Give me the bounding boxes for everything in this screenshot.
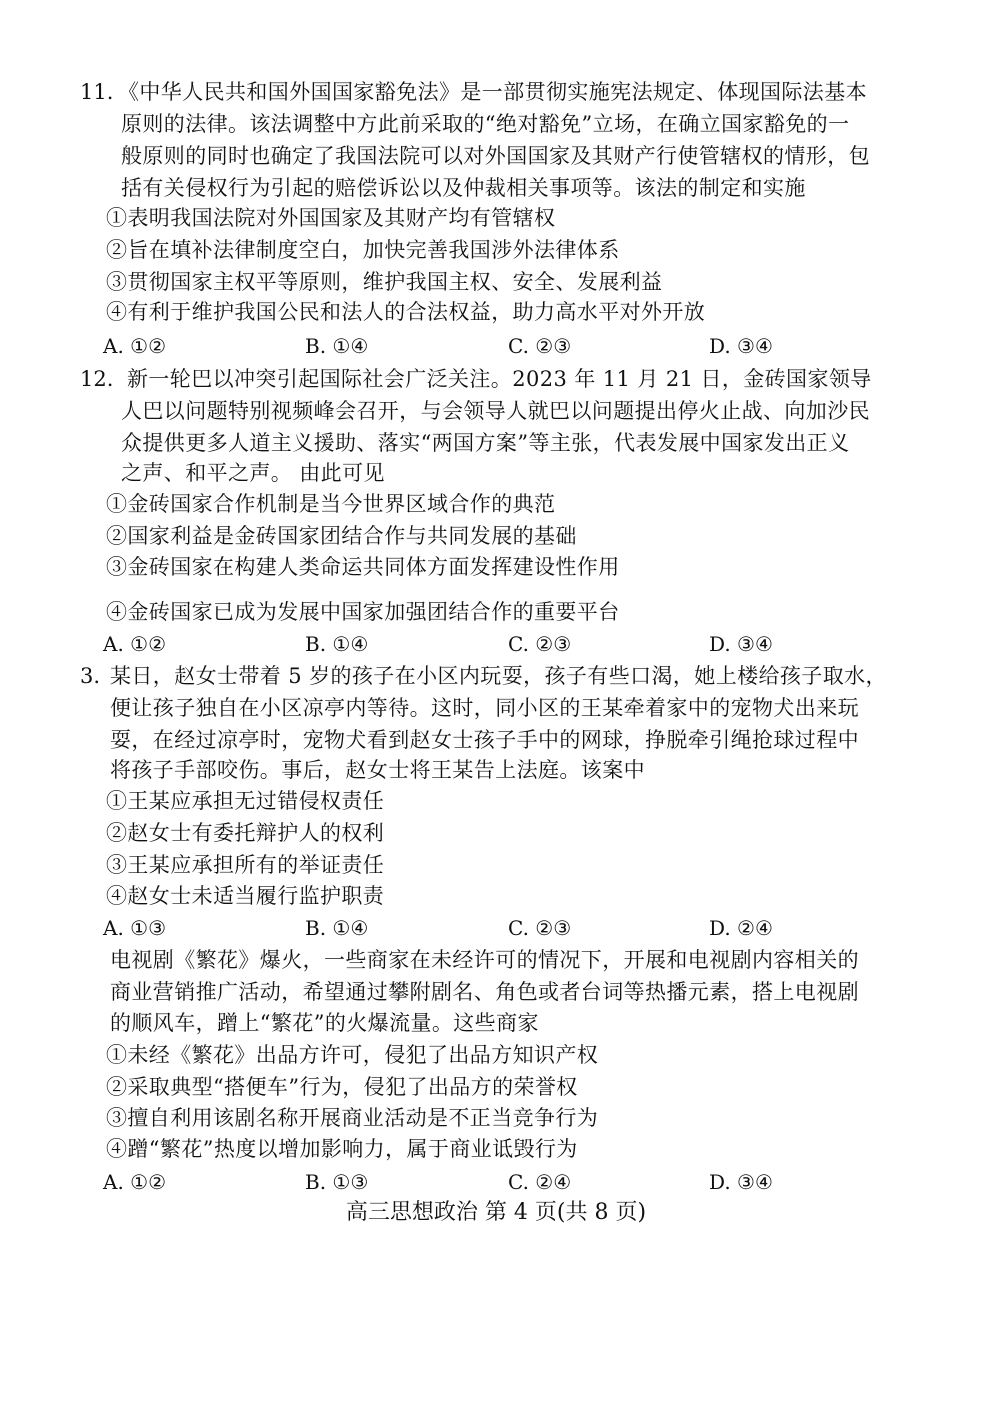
question-item: ④有利于维护我国公民和法人的合法权益，助力高水平对外开放 — [106, 300, 706, 324]
question-stem-line: 人巴以问题特别视频峰会召开，与会领导人就巴以问题提出停火止战、向加沙民 — [121, 399, 870, 423]
answer-option-d: D. ③④ — [709, 334, 773, 358]
question-item: ①王某应承担无过错侵权责任 — [106, 789, 385, 813]
question-stem-line: 众提供更多人道主义援助、落实“两国方案”等主张，代表发展中国家发出正义 — [121, 431, 850, 455]
question-stem-line: 新一轮巴以冲突引起国际社会广泛关注。2023 年 11 月 21 日，金砖国家领导 — [127, 367, 872, 391]
question-item: ③贯彻国家主权平等原则，维护我国主权、安全、发展利益 — [106, 270, 663, 294]
question-stem-line: 之声、和平之声。 由此可见 — [121, 461, 385, 485]
question-item: ①金砖国家合作机制是当今世界区域合作的典范 — [106, 492, 556, 516]
question-stem-line: 《中华人民共和国外国国家豁免法》是一部贯彻实施宪法规定、体现国际法基本 — [118, 80, 867, 104]
page-footer: 高三思想政治 第 4 页(共 8 页) — [345, 1200, 647, 1225]
question-item: ①表明我国法院对外国国家及其财产均有管辖权 — [106, 206, 556, 230]
question-item: ②赵女士有委托辩护人的权利 — [106, 821, 385, 845]
answer-option-c: C. ②④ — [508, 1170, 572, 1194]
question-item: ③王某应承担所有的举证责任 — [106, 853, 385, 877]
question-stem-line: 般原则的同时也确定了我国法院可以对外国国家及其财产行使管辖权的情形，包 — [121, 144, 870, 168]
answer-option-a: A. ①② — [103, 632, 167, 656]
question-stem-line: 某日，赵女士带着 5 岁的孩子在小区内玩耍，孩子有些口渴，她上楼给孩子取水， — [110, 664, 887, 688]
answer-option-c: C. ②③ — [508, 632, 572, 656]
question-stem-line: 电视剧《繁花》爆火，一些商家在未经许可的情况下，开展和电视剧内容相关的 — [110, 948, 859, 972]
question-item: ②采取典型“搭便车”行为，侵犯了出品方的荣誉权 — [106, 1075, 578, 1099]
question-stem-line: 便让孩子独自在小区凉亭内等待。这时，同小区的王某牵着家中的宠物犬出来玩 — [110, 696, 859, 720]
question-stem-line: 耍，在经过凉亭时，宠物犬看到赵女士孩子手中的网球，挣脱牵引绳抢球过程中 — [110, 728, 859, 752]
answer-option-d: D. ③④ — [709, 632, 773, 656]
question-stem-line: 将孩子手部咬伤。事后，赵女士将王某告上法庭。该案中 — [110, 758, 645, 782]
question-item: ③擅自利用该剧名称开展商业活动是不正当竞争行为 — [106, 1106, 599, 1130]
answer-option-b: B. ①④ — [305, 916, 369, 940]
question-item: ①未经《繁花》出品方许可，侵犯了出品方知识产权 — [106, 1043, 599, 1067]
question-stem-line: 商业营销推广活动，希望通过攀附剧名、角色或者台词等热播元素，搭上电视剧 — [110, 980, 859, 1004]
answer-option-c: C. ②③ — [508, 334, 572, 358]
question-stem-line: 括有关侵权行为引起的赔偿诉讼以及仲裁相关事项等。该法的制定和实施 — [121, 176, 806, 200]
question-item: ④金砖国家已成为发展中国家加强团结合作的重要平台 — [106, 600, 620, 624]
question-item: ②国家利益是金砖国家团结合作与共同发展的基础 — [106, 524, 577, 548]
question-item: ③金砖国家在构建人类命运共同体方面发挥建设性作用 — [106, 555, 620, 579]
answer-option-d: D. ②④ — [709, 916, 773, 940]
answer-option-b: B. ①④ — [305, 632, 369, 656]
answer-option-b: B. ①④ — [305, 334, 369, 358]
question-item: ④蹭“繁花”热度以增加影响力，属于商业诋毁行为 — [106, 1137, 578, 1161]
question-stem-line: 的顺风车，蹭上“繁花”的火爆流量。这些商家 — [110, 1011, 539, 1035]
question-number: 12. — [80, 367, 114, 391]
answer-option-d: D. ③④ — [709, 1170, 773, 1194]
answer-option-a: A. ①③ — [103, 916, 167, 940]
question-item: ②旨在填补法律制度空白，加快完善我国涉外法律体系 — [106, 238, 620, 262]
answer-option-a: A. ①② — [103, 334, 167, 358]
question-number: 11. — [80, 80, 114, 104]
answer-option-a: A. ①② — [103, 1170, 167, 1194]
answer-option-c: C. ②③ — [508, 916, 572, 940]
question-item: ④赵女士未适当履行监护职责 — [106, 884, 385, 908]
answer-option-b: B. ①③ — [305, 1170, 369, 1194]
question-number: 3. — [80, 664, 101, 688]
question-stem-line: 原则的法律。该法调整中方此前采取的“绝对豁免”立场，在确立国家豁免的一 — [121, 112, 850, 136]
